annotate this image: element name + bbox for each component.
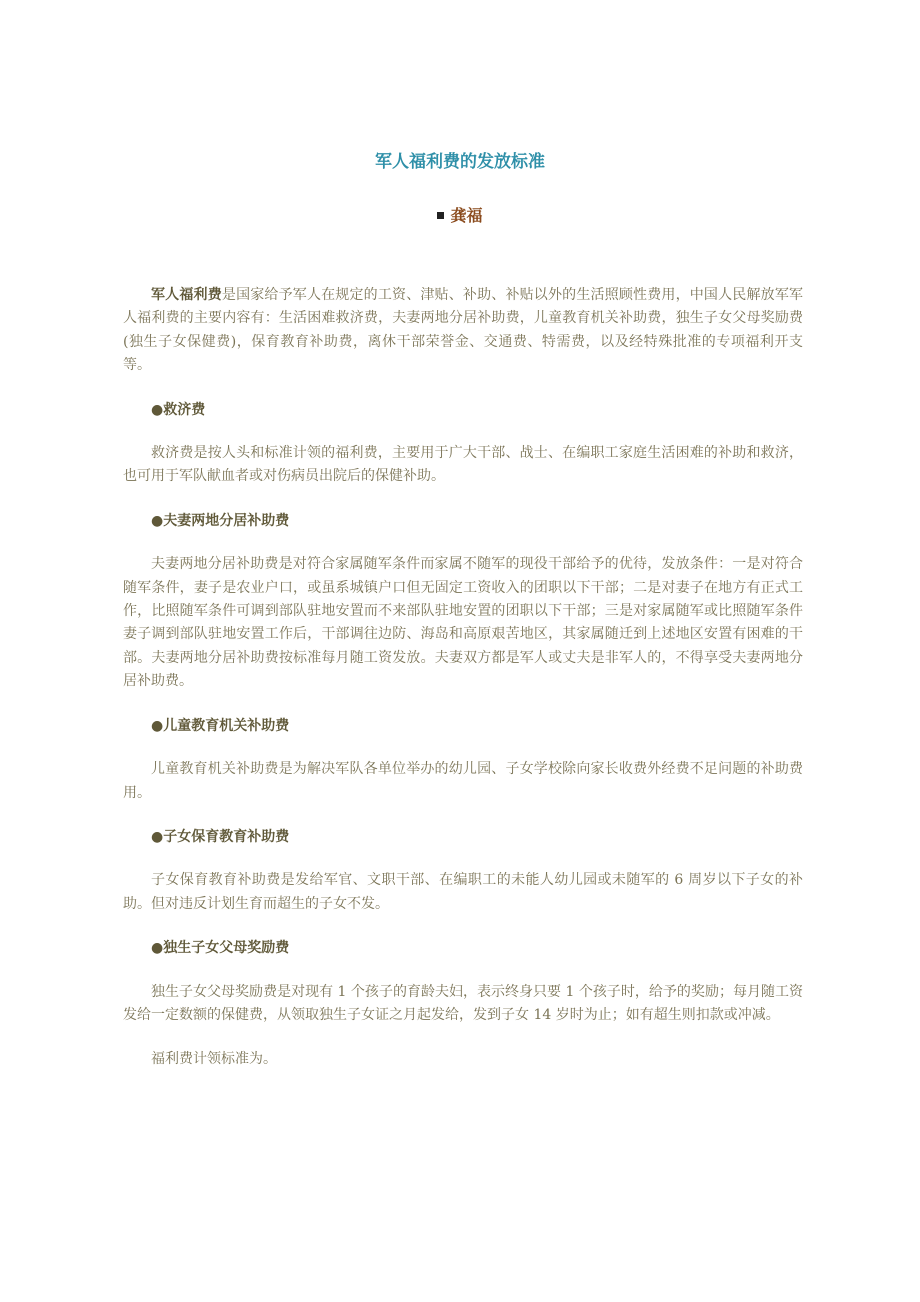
- author-name: 龚福: [450, 206, 483, 225]
- section-heading-only-child: ●独生子女父母奖励费: [151, 940, 290, 957]
- section-body-child-education: 儿童教育机关补助费是为解决军队各单位举办的幼儿园、子女学校除向家长收费外经费不足问题的补助费用。: [123, 761, 803, 801]
- section-heading-child-education: ●儿童教育机关补助费: [151, 717, 290, 734]
- section-heading-relief: ●救济费: [151, 401, 206, 418]
- section-heading-childcare: ●子女保育教育补助费: [151, 828, 290, 845]
- closing-paragraph: 福利费计领标准为。: [151, 1051, 277, 1068]
- intro-lead-term: 军人福利费: [151, 287, 222, 303]
- article-body: [123, 284, 803, 1072]
- page-title: 军人福利费的发放标准: [375, 152, 545, 172]
- square-bullet-icon: [437, 212, 444, 219]
- intro-paragraph: [123, 284, 803, 378]
- intro-text: 是国家给予军人在规定的工资、津贴、补助、补贴以外的生活照顾性费用，中国人民解放军军人福利费的主要内容有：生活困难救济费，夫妻两地分居补助费，儿童教育机关补助费，独生子女父母奖励费(独生子女保健费)，保育教育补助费，离休干部荣誉金、交通费、特需费，以及经特殊批准的专项福利开支等。: [123, 287, 803, 374]
- section-body-separation: 夫妻两地分居补助费是对符合家属随军条件而家属不随军的现役干部给予的优待，发放条件：一是对符合随军条件，妻子是农业户口，或虽系城镇户口但无固定工资收入的团职以下干部；二是对妻子在地方有正式工作，比照随军条件可调到部队驻地安置而不来部队驻地安置的团职以下干部；三是对家属随军或比照随军条件妻子调到部队驻地安置工作后，干部调往边防、海岛和高原艰苦地区，其家属随迁到上述地区安置有困难的干部。夫妻两地分居补助费按标准每月随工资发放。夫妻双方都是军人或丈夫是非军人的，不得享受夫妻两地分居补助费。: [123, 556, 803, 690]
- section-heading-separation: ●夫妻两地分居补助费: [151, 512, 290, 529]
- section-body-relief: 救济费是按人头和标准计领的福利费，主要用于广大干部、战士、在编职工家庭生活困难的补助和救济，也可用于军队献血者或对伤病员出院后的保健补助。: [123, 445, 803, 485]
- section-body-only-child: 独生子女父母奖励费是对现有 1 个孩子的育龄夫妇，表示终身只要 1 个孩子时，给予的奖励；每月随工资发给一定数额的保健费，从领取独生子女证之月起发给，发到子女 14 岁时为止；如有超生则扣款或冲减。: [123, 983, 803, 1023]
- author-line: [0, 205, 920, 227]
- section-body-childcare: 子女保育教育补助费是发给军官、文职干部、在编职工的未能人幼儿园或未随军的 6 周岁以下子女的补助。但对违反计划生育而超生的子女不发。: [123, 872, 803, 912]
